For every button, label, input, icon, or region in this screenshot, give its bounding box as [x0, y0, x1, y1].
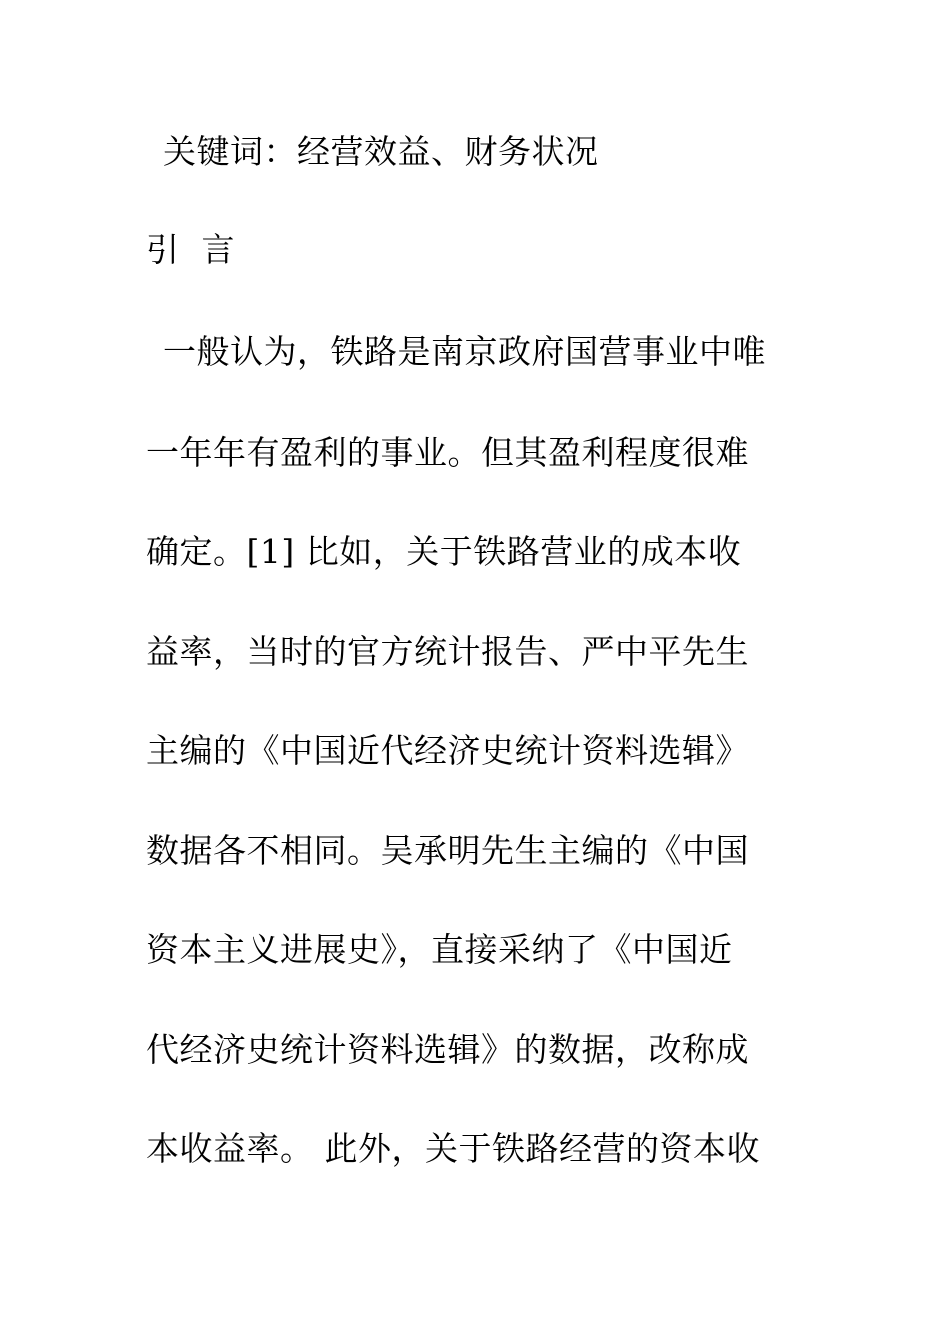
paragraph-line: 代经济史统计资料选辑》的数据，改称成	[146, 1030, 749, 1069]
paragraph-line: 确定。[1] 比如，关于铁路营业的成本收	[146, 532, 742, 571]
paragraph-line: 一般认为，铁路是南京政府国营事业中唯	[163, 332, 766, 371]
paragraph-line: 一年年有盈利的事业。但其盈利程度很难	[146, 433, 749, 472]
paragraph-line: 本收益率。 此外，关于铁路经营的资本收	[146, 1129, 760, 1168]
paragraph-line: 资本主义进展史》，直接采纳了《中国近	[146, 930, 733, 969]
keywords-line: 关键词：经营效益、财务状况	[163, 132, 599, 171]
section-heading: 引 言	[146, 230, 235, 269]
paragraph-line: 数据各不相同。吴承明先生主编的《中国	[146, 831, 749, 870]
paragraph-line: 主编的《中国近代经济史统计资料选辑》	[146, 731, 749, 770]
paragraph-line: 益率，当时的官方统计报告、严中平先生	[146, 632, 749, 671]
